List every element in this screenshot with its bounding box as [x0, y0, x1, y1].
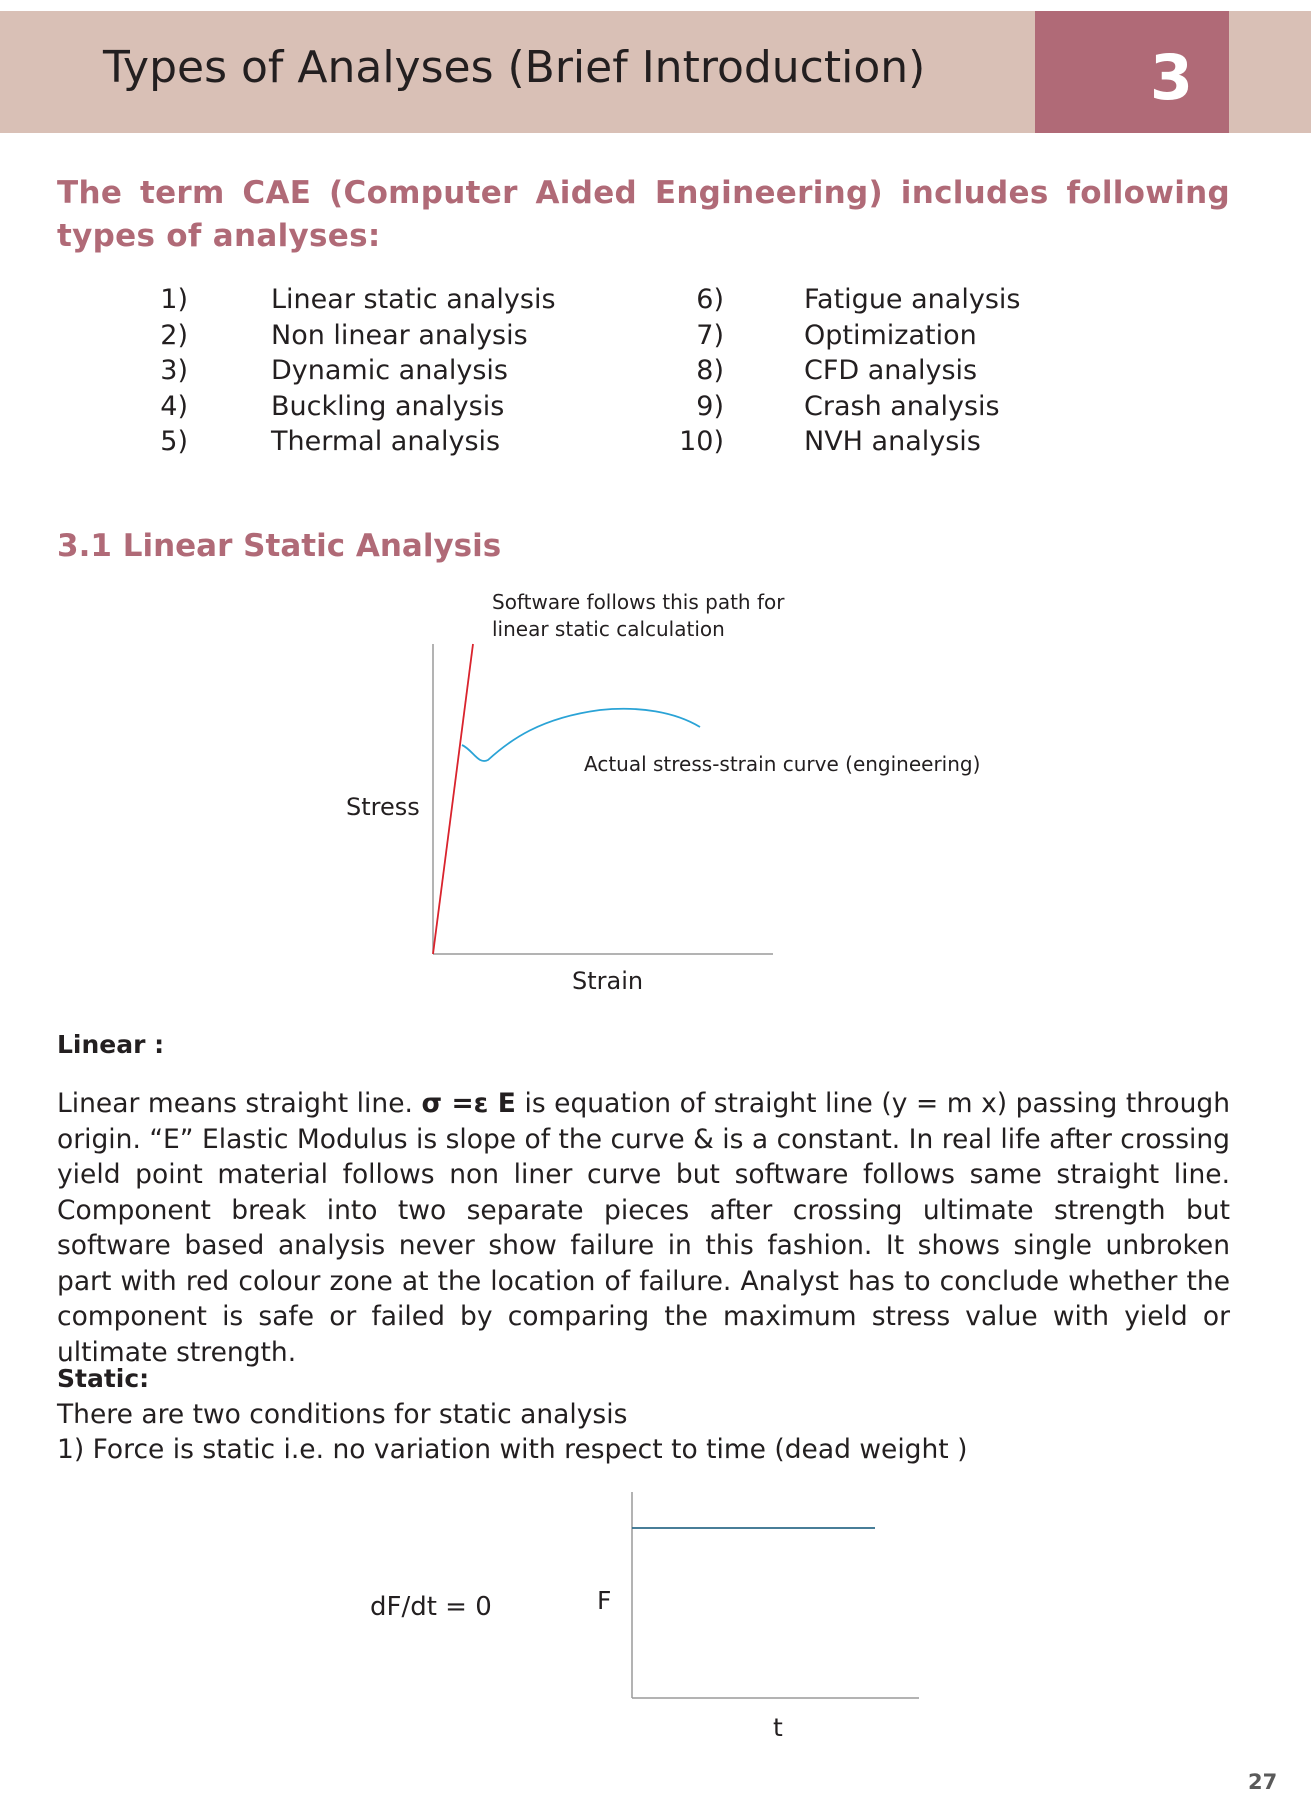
list-number: 1): [160, 284, 188, 315]
list-item: Linear static analysis: [271, 284, 556, 315]
list-item: Thermal analysis: [271, 426, 501, 457]
list-item: Crash analysis: [804, 391, 1000, 422]
derivative-equation: dF/dt = 0: [370, 1592, 492, 1622]
y-axis-label: Stress: [346, 793, 420, 821]
list-number: 10): [679, 426, 724, 457]
list-number: 7): [696, 320, 724, 351]
static-heading: Static:: [57, 1364, 150, 1393]
x-axis-label: Strain: [572, 967, 644, 995]
static-line-1: There are two conditions for static analysis: [57, 1399, 628, 1430]
intro-heading: The term CAE (Computer Aided Engineering) includes following types of analyses:: [57, 175, 1230, 254]
list-number: 6): [696, 284, 724, 315]
list-item: Dynamic analysis: [271, 355, 508, 386]
linear-paragraph: [57, 1086, 1230, 1370]
equation: σ =ε E: [421, 1088, 516, 1119]
list-item: Fatigue analysis: [804, 284, 1021, 315]
list-number: 5): [160, 426, 188, 457]
page-number: 27: [1248, 1770, 1278, 1794]
list-number: 9): [696, 391, 724, 422]
list-number: 2): [160, 320, 188, 351]
list-item: Optimization: [804, 320, 977, 351]
linear-heading: Linear :: [57, 1030, 165, 1059]
annotation-line-1: Software follows this path for: [492, 590, 785, 614]
annotation-line-2: linear static calculation: [492, 617, 725, 641]
static-line-2: 1) Force is static i.e. no variation with respect to time (dead weight ): [57, 1434, 968, 1465]
chapter-title: Types of Analyses (Brief Introduction): [103, 42, 926, 93]
list-number: 8): [696, 355, 724, 386]
f-axis-label: F: [597, 1586, 612, 1615]
chapter-number: 3: [1149, 41, 1193, 114]
section-title: 3.1 Linear Static Analysis: [57, 528, 502, 564]
list-item: CFD analysis: [804, 355, 978, 386]
para-start: Linear means straight line.: [57, 1088, 422, 1119]
list-number: 4): [160, 391, 188, 422]
t-axis-label: t: [773, 1713, 783, 1742]
list-item: Buckling analysis: [271, 391, 505, 422]
list-item: NVH analysis: [804, 426, 981, 457]
curve-label: Actual stress-strain curve (engineering): [584, 752, 981, 776]
linear-path-line: [433, 644, 473, 954]
para-rest: is equation of straight line (y = m x) passing through origin. “E” Elastic Modulus is slope of the curve & is a constant. In real life after crossing yield point material follows non liner curve but software follows same straight line. Component break into two separate pieces after crossing ultimate strength but software based analysis never show failure in this fashion. It shows single unbroken part with red colour zone at the location of failure. Analyst has to conclude whether the component is safe or failed by comparing the maximum stress value with yield or ultimate strength.: [57, 1088, 1230, 1368]
list-number: 3): [160, 355, 188, 386]
list-item: Non linear analysis: [271, 320, 528, 351]
